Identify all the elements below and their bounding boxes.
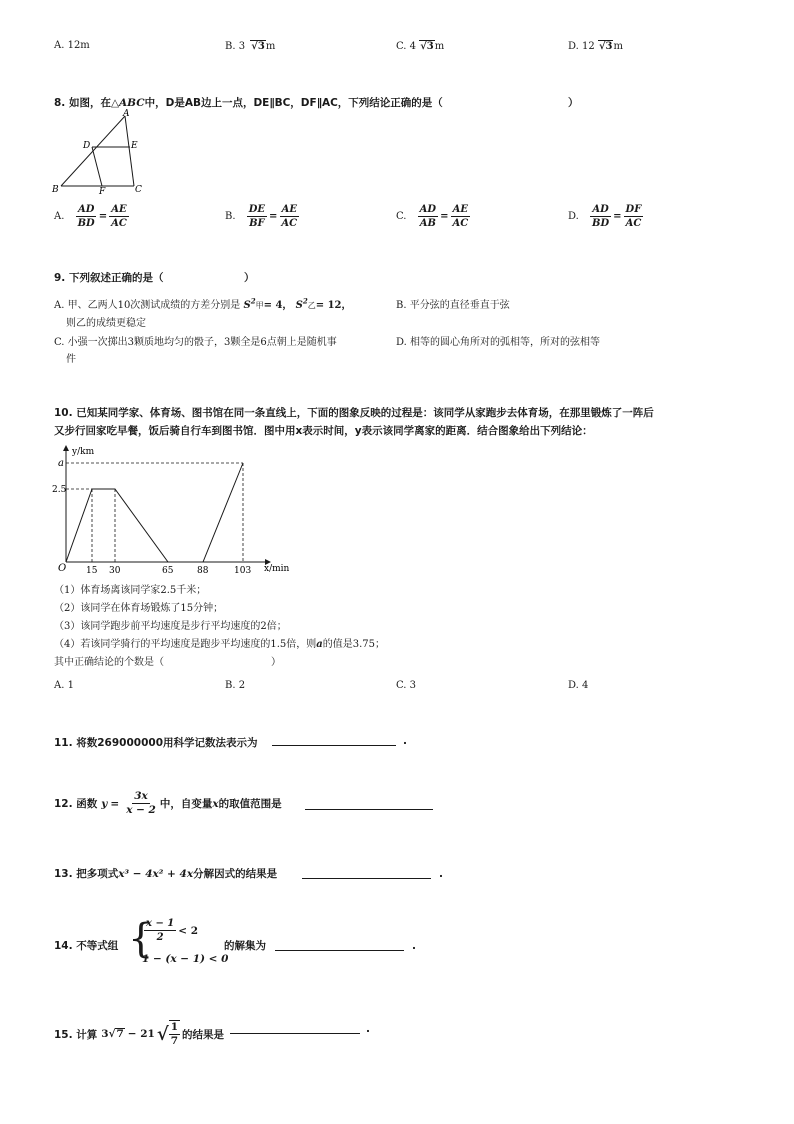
q10-xtick-103: 103 bbox=[234, 566, 252, 576]
q7-option-b bbox=[225, 40, 275, 52]
q15-end: . bbox=[366, 1023, 370, 1035]
q7-option-a: A. 12m bbox=[54, 40, 90, 51]
q15-stem-b: 的结果是 bbox=[182, 1028, 225, 1041]
q10-xtick-15: 15 bbox=[86, 566, 98, 576]
q12-stem-a: 12. 函数 bbox=[54, 798, 98, 810]
q15-stem-a: 15. 计算 bbox=[54, 1028, 98, 1041]
q8-option-a: A. $\frac{AD}{BD}$ = $\frac{AE}{AC}$ bbox=[54, 204, 127, 229]
q10-option-b: B. 2 bbox=[225, 680, 246, 691]
q10-conclusion-2: （2）该同学在体育场锻炼了15分钟； bbox=[54, 603, 224, 614]
q9-option-c-line2: 件 bbox=[66, 354, 76, 365]
q10-conclusion-4-var: a bbox=[316, 639, 323, 650]
q8-option-d-frac-left: $\frac{AD}{BD}$ bbox=[592, 204, 610, 229]
q8-triangle-figure bbox=[50, 108, 160, 194]
q8-option-a-frac-left: $\frac{AD}{BD}$ bbox=[77, 204, 95, 229]
q10-conclusion-4-b: 的值是3.75； bbox=[322, 639, 386, 650]
q13-end: . bbox=[439, 868, 443, 880]
q14-ineq1-frac: $\frac{x - 1}{2}$ bbox=[146, 918, 175, 943]
q15-sqrt7: √7 bbox=[108, 1028, 124, 1040]
q12-eq: = bbox=[110, 797, 120, 810]
q15-sqrt-sign: √ bbox=[156, 1023, 169, 1045]
q11-end: . bbox=[403, 735, 407, 747]
q7-option-d-sqrt: √3 bbox=[598, 41, 613, 52]
q10-stem-line2: 又步行回家吃早餐，饭后骑自行车到图书馆．图中用x表示时间，y表示该同学离家的距离．结合图象给出下列结论： bbox=[54, 425, 593, 437]
q8-label-a: A bbox=[123, 109, 130, 119]
q8-option-c-frac-right: $\frac{AE}{AC}$ bbox=[452, 204, 469, 229]
q10-a-label: a bbox=[58, 458, 64, 469]
q9-option-a-s1-val: = 4， bbox=[263, 300, 293, 311]
q8-stem-rest: 中，D是AB边上一点，DE∥BC，DF∥AC，下列结论正确的是（ bbox=[144, 97, 443, 109]
q10-conclusion-4 bbox=[54, 635, 385, 650]
q9-option-a-s2-sub: 乙 bbox=[307, 301, 316, 310]
q9-option-a-s2: $S^2$ bbox=[295, 296, 308, 311]
q10-graph-line bbox=[66, 463, 243, 562]
q10-paren-close: ） bbox=[271, 657, 281, 668]
q7-option-c bbox=[396, 40, 444, 52]
q9-paren-close: ） bbox=[244, 272, 255, 284]
q8-label-f: F bbox=[99, 187, 106, 194]
q7-option-c-sqrt: √3 bbox=[420, 41, 434, 52]
q8-label-c: C bbox=[135, 185, 142, 194]
q10-xtick-65: 65 bbox=[162, 566, 174, 576]
q10-option-c: C. 3 bbox=[396, 680, 417, 691]
q15-expr-a: 3 bbox=[101, 1028, 109, 1040]
q7-option-d bbox=[568, 40, 623, 52]
q12-answer-blank[interactable] bbox=[305, 797, 433, 810]
q7-option-c-label: C. 4 bbox=[396, 41, 417, 52]
q8-label-e: E bbox=[131, 141, 138, 151]
q8-label-b: B bbox=[52, 185, 59, 194]
q8-option-d-frac-right: $\frac{DF}{AC}$ bbox=[625, 204, 642, 229]
q11-stem: 11. 将数269000000用科学记数法表示为 bbox=[54, 737, 258, 749]
q11-answer-blank[interactable] bbox=[272, 733, 396, 746]
q9-option-a-text: A. 甲、乙两人10次测试成绩的方差分别是 bbox=[54, 300, 241, 311]
q8-stem-abc: ABC bbox=[119, 97, 145, 109]
q10-conclusion-1: （1）体育场离该同学家2.5千米； bbox=[54, 585, 207, 596]
q10-xlabel: x/min bbox=[264, 564, 290, 574]
q14-ineq1 bbox=[142, 917, 198, 944]
q8-option-d-label: D. bbox=[568, 211, 579, 222]
q10-conclusion-3: （3）该同学跑步前平均速度是步行平均速度的2倍； bbox=[54, 621, 287, 632]
q14-ineq1-rest: < 2 bbox=[178, 924, 199, 937]
q8-option-d: D. $\frac{AD}{BD}$ = $\frac{DF}{AC}$ bbox=[568, 204, 642, 229]
q10-origin: O bbox=[58, 563, 67, 574]
q14-ineq2: 1 − (x − 1) < 0 bbox=[142, 953, 229, 965]
q14-stem-a: 14. 不等式组 bbox=[54, 940, 119, 952]
q14-end: . bbox=[412, 940, 416, 952]
q8-option-c-frac-left: $\frac{AD}{AB}$ bbox=[419, 204, 437, 229]
q12-x: x bbox=[212, 797, 219, 810]
q9-option-a-line2: 则乙的成绩更稳定 bbox=[66, 318, 146, 329]
q15-expr-b: − 21 bbox=[127, 1028, 155, 1040]
q8-option-b-frac-left: $\frac{DE}{BF}$ bbox=[248, 204, 266, 229]
q10-option-a: A. 1 bbox=[54, 680, 74, 691]
q9-option-d: D. 相等的圆心角所对的弧相等，所对的弦相等 bbox=[396, 337, 601, 348]
q9-option-b: B. 平分弦的直径垂直于弦 bbox=[396, 300, 510, 311]
q10-distance-time-graph bbox=[52, 440, 302, 576]
q9-option-a-s1: $S^2$ bbox=[243, 296, 256, 311]
q7-option-c-unit: m bbox=[434, 41, 445, 52]
q10-conclusion-4-a: （4）若该同学骑行的平均速度是跑步平均速度的1.5倍，则 bbox=[54, 639, 317, 650]
q7-option-d-label: D. 12 bbox=[568, 41, 595, 52]
q13-answer-blank[interactable] bbox=[302, 866, 431, 879]
q12-stem-b: 中，自变量 bbox=[159, 798, 213, 810]
q13-stem-b: 分解因式的结果是 bbox=[193, 868, 278, 880]
q7-option-b-label: B. 3 bbox=[225, 41, 246, 52]
q10-stem-line1: 10. 已知某同学家、体育场、图书馆在同一条直线上，下面的图象反映的过程是：该同学从家跑步去体育场，在那里锻炼了一阵后 bbox=[54, 407, 654, 419]
q12-y: y bbox=[101, 797, 108, 810]
q10-option-d: D. 4 bbox=[568, 680, 589, 691]
q8-option-a-frac-right: $\frac{AE}{AC}$ bbox=[111, 204, 127, 229]
q15-answer-blank[interactable] bbox=[230, 1021, 360, 1034]
q9-option-c: C. 小强一次掷出3颗质地均匀的骰子，3颗全是6点朝上是随机事 bbox=[54, 337, 337, 348]
q15-fraction: $\frac{1}{7}$ bbox=[170, 1021, 179, 1047]
q15-stem bbox=[54, 1020, 224, 1048]
q10-xtick-30: 30 bbox=[109, 566, 121, 576]
q12-stem bbox=[54, 790, 282, 817]
q8-paren-close: ） bbox=[568, 97, 579, 109]
q13-stem-a: 13. 把多项式 bbox=[54, 868, 119, 880]
q8-option-a-label: A. bbox=[54, 211, 65, 222]
q9-stem: 9. 下列叙述正确的是（ bbox=[54, 272, 164, 284]
q14-stem-b: 的解集为 bbox=[224, 940, 266, 952]
q8-option-c: C. $\frac{AD}{AB}$ = $\frac{AE}{AC}$ bbox=[396, 204, 469, 229]
q8-stem-a: 8. 如图，在△ bbox=[54, 97, 120, 109]
q10-xtick-88: 88 bbox=[197, 566, 209, 576]
q12-fraction: $\frac{3x}{x - 2}$ bbox=[126, 790, 156, 816]
q10-25-label: 2.5 bbox=[52, 485, 67, 495]
q9-option-a bbox=[54, 296, 352, 311]
q7-option-d-unit: m bbox=[613, 41, 623, 52]
q7-option-b-unit: m bbox=[265, 41, 276, 52]
q12-stem-c: 的取值范围是 bbox=[218, 798, 282, 810]
q9-option-a-s2-val: = 12， bbox=[315, 300, 352, 311]
q8-option-b-label: B. bbox=[225, 211, 236, 222]
q8-option-b: B. $\frac{DE}{BF}$ = $\frac{AE}{AC}$ bbox=[225, 204, 298, 229]
q8-option-c-label: C. bbox=[396, 211, 407, 222]
q10-ylabel: y/km bbox=[72, 447, 95, 457]
q8-label-d: D bbox=[83, 141, 91, 151]
q14-brace: { bbox=[128, 916, 154, 962]
q13-stem bbox=[54, 866, 277, 881]
q8-option-b-frac-right: $\frac{AE}{AC}$ bbox=[281, 204, 298, 229]
q10-tail: 其中正确结论的个数是（ bbox=[54, 657, 164, 668]
q13-expr: x³ − 4x² + 4x bbox=[118, 868, 194, 880]
q14-answer-blank[interactable] bbox=[275, 938, 404, 951]
q9-option-a-s1-sub: 甲 bbox=[255, 301, 264, 310]
q7-option-b-sqrt: √3 bbox=[251, 41, 265, 52]
